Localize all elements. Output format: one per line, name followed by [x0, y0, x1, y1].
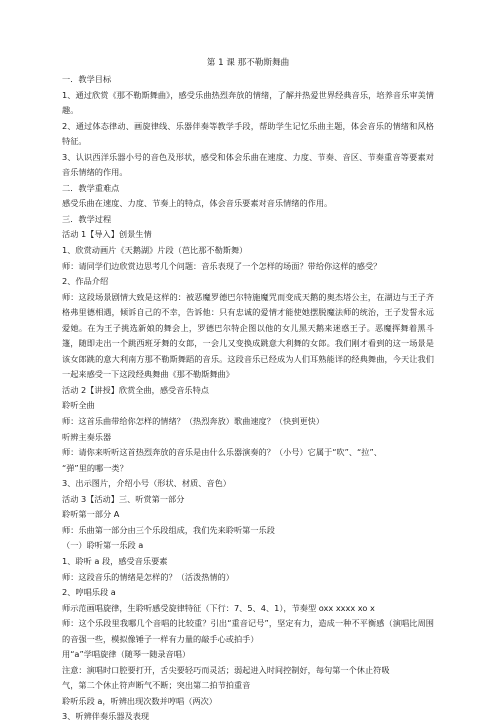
text-line: 师：请同学们边欣赏边思考几个问题：音乐表现了一个怎样的场面？带给你这样的感受？ [62, 260, 382, 271]
text-line: 二．教学重难点 [62, 182, 120, 193]
text-line: 3、出示图片，介绍小号（形状、材质、音色） [62, 478, 231, 489]
text-line: 师：这段音乐的情绪是怎样的？（活泼热情的） [62, 571, 234, 582]
text-line: 聆听乐段 a，听辨出现次数并哼唱（两次） [62, 695, 217, 706]
document-body [62, 72, 434, 725]
text-line: 1、欣赏动画片《天鹅湖》片段（芭比那不勒斯舞） [62, 245, 248, 256]
paragraph: 师：这个乐段里我哪几个音唱的比较重？引出“重音记号”，坚定有力，造成一种不平衡感（演唱比周围的音强一些，模拟像锤子一样有力量的敲手心或拍手） [62, 618, 434, 644]
text-line: 聆听全曲 [62, 400, 95, 411]
text-line: 一．教学目标 [62, 74, 112, 84]
text-line: 注意：演唱时口腔要打开，舌尖要轻巧而灵活；弱起进入时间控制好，每句第一个休止符吸 [62, 664, 390, 675]
text-line: 师：乐曲第一部分由三个乐段组成，我们先来聆听第一乐段 [62, 524, 275, 535]
text-line: 活动 3【活动】三、听赏第一部分 [62, 493, 185, 504]
text-line: 3、听辨伴奏乐器及表现 [62, 711, 150, 722]
text-line: 聆听第一部分 A [62, 509, 120, 520]
text-line: 1、聆听 a 段，感受音乐要素 [62, 555, 168, 566]
text-line: 师：请你来听听这首热烈奔放的音乐是由什么乐器演奏的？（小号）它属于“吹”、“拉”、 [62, 447, 382, 458]
paragraph: 1、通过欣赏《那不勒斯舞曲》，感受乐曲热烈奔放的情绪，了解并热爱世界经典音乐，培养音乐审美情趣。 [62, 89, 434, 116]
text-line: 活动 2【讲授】欣赏全曲，感受音乐特点 [62, 384, 209, 395]
paragraph: 师：这段场景剧情大致是这样的：被恶魔罗德巴尔特施魔咒而变成天鹅的奥杰塔公主，在湖边与王子齐格弗里德相遇，倾诉自己的不幸，告诉他：只有忠诚的爱情才能使她摆脱魔法师的统治，王子发誓永远爱她。在为王子挑选新娘的舞会上，罗德巴尔特企图以他的女儿黑天鹅来迷惑王子。恶魔挥舞着黑斗篷，随即走出一个跳西班牙舞的女郎，一会儿又变换成跳意大利舞的女郎。我们刚才看到的这一场景是该女郎跳的意大利南方那不勒斯舞蹈的音乐。这段音乐已经成为人们耳熟能详的经典舞曲，今天让我们一起来感受一下这段经典舞曲《那不勒斯舞曲》 [62, 291, 434, 380]
text-line: 气，第二个休止符声断气不断；突出第二拍节拍重音 [62, 680, 251, 691]
text-line: 三．教学过程 [62, 213, 112, 224]
text-line: 活动 1【导入】创景生情 [62, 229, 152, 240]
text-line: 用“a”学唱旋律（随琴一随录音唱） [62, 649, 191, 660]
text-line: 2、哼唱乐段 a [62, 587, 116, 598]
text-line: 师示范画唱旋律，生聆听感受旋律特征（下行：7、5、4、1），节奏型 oxx xxxx xo x [62, 602, 375, 613]
text-line: （一）聆听第一乐段 a [62, 540, 144, 551]
paragraph: 2、通过体态律动、画旋律线、乐器伴奏等教学手段，帮助学生记忆乐曲主题，体会音乐的情绪和风格特征。 [62, 120, 434, 147]
text-line: 听辨主奏乐器 [62, 431, 112, 442]
text-line: 2、作品介绍 [62, 276, 109, 287]
text-line: “弹”里的哪一类？ [62, 462, 128, 473]
text-line: 师：这首乐曲带给你怎样的情绪？（热烈奔放）歌曲速度？（快到更快） [62, 416, 325, 427]
document-title: 第 1 课 那不勒斯舞曲 [206, 58, 290, 68]
paragraph: 3、认识西洋乐器小号的音色及形状，感受和体会乐曲在速度、力度、节奏、音区、节奏重音等要素对音乐情绪的作用。 [62, 151, 434, 178]
text-line: 感受乐曲在速度、力度、节奏上的特点，体会音乐要素对音乐情绪的作用。 [62, 198, 333, 209]
